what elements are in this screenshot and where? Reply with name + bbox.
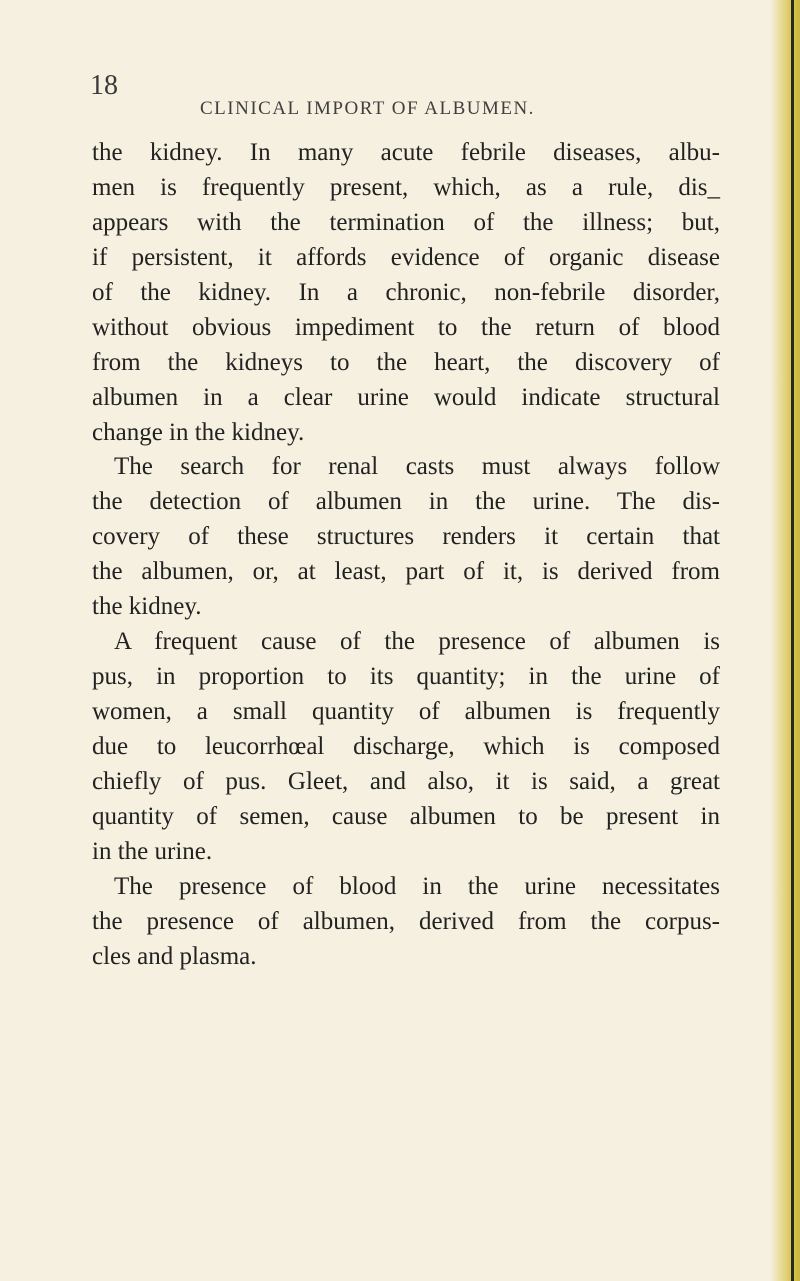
text-line: covery of these structures renders it certain that [92, 523, 720, 551]
text-line: pus, in proportion to its quantity; in the urine of [92, 663, 720, 691]
text-line: men is frequently present, which, as a rule, dis_ [92, 173, 720, 201]
body-text [92, 136, 720, 975]
text-line: appears with the termination of the illness; but, [92, 208, 720, 236]
text-line: the kidney. In many acute febrile diseases, albu- [92, 139, 720, 166]
text-line: without obvious impediment to the return of blood [92, 313, 720, 341]
text-line: women, a small quantity of albumen is frequently [92, 698, 720, 725]
text-line: of the kidney. In a chronic, non-febrile disorder, [92, 278, 720, 306]
text-line: change in the kidney. [92, 418, 305, 446]
page-number: 18 [90, 70, 118, 101]
text-line: if persistent, it affords evidence of organic disease [92, 243, 720, 271]
text-line: cles and plasma. [92, 942, 257, 970]
text-line: quantity of semen, cause albumen to be present in [92, 802, 720, 830]
text-line: the detection of albumen in the urine. The dis- [92, 488, 720, 516]
text-line: the albumen, or, at least, part of it, is derived from [92, 558, 720, 586]
text-line: A frequent cause of the presence of albumen is [114, 628, 720, 656]
text-line: The search for renal casts must always follow [114, 453, 720, 481]
text-line: due to leucorrhœal discharge, which is composed [92, 732, 720, 760]
text-line: chiefly of pus. Gleet, and also, it is said, a great [92, 767, 720, 795]
text-line: the presence of albumen, derived from the corpus- [92, 907, 720, 935]
page-gutter-edge [770, 0, 800, 1281]
text-line: in the urine. [92, 837, 213, 865]
running-title: CLINICAL IMPORT OF ALBUMEN. [200, 98, 535, 119]
text-line: the kidney. [92, 593, 202, 621]
text-line: The presence of blood in the urine necessitates [114, 872, 720, 900]
gutter-binding-line [791, 0, 794, 1281]
text-line: albumen in a clear urine would indicate structural [92, 383, 720, 411]
text-line: from the kidneys to the heart, the discovery of [92, 348, 720, 376]
